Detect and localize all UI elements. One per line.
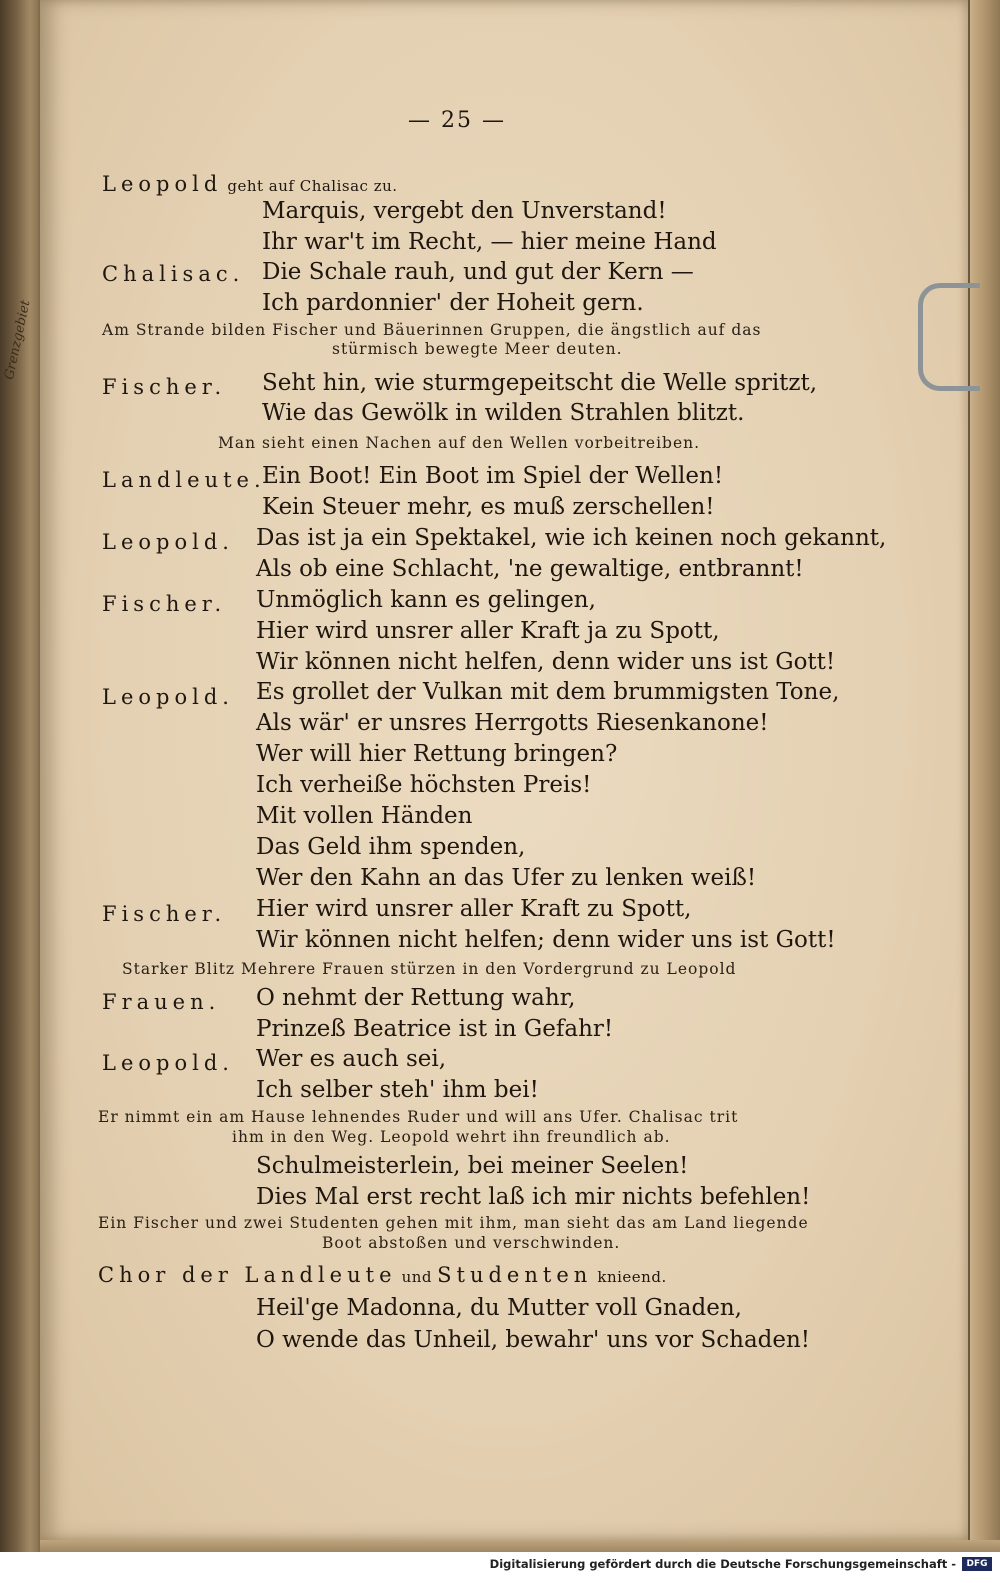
verse-line: Wer will hier Rettung bringen?: [256, 741, 618, 767]
page-number: — 25 —: [408, 108, 506, 133]
margin-annotation: Grenzgebiet: [2, 298, 34, 382]
speaker-name: Studenten: [437, 1263, 593, 1287]
speaker-name: Chalisac.: [102, 262, 245, 286]
verse-line: Ich pardonnier' der Hoheit gern.: [262, 290, 644, 316]
verse-line: Wir können nicht helfen, denn wider uns ist Gott!: [256, 649, 836, 675]
stage-direction: Am Strande bilden Fischer und Bäuerinnen Gruppen, die ängstlich auf das: [102, 321, 762, 339]
stage-direction: geht auf Chalisac zu.: [227, 177, 398, 195]
verse-line: Heil'ge Madonna, du Mutter voll Gnaden,: [256, 1295, 742, 1321]
speaker-name: Landleute.: [102, 468, 266, 492]
dfg-logo: DFG: [962, 1557, 992, 1571]
verse-line: Prinzeß Beatrice ist in Gefahr!: [256, 1016, 614, 1042]
speaker-name: Leopold.: [102, 685, 234, 709]
verse-line: Die Schale rauh, und gut der Kern —: [262, 259, 694, 285]
verse-line: Das Geld ihm spenden,: [256, 834, 526, 860]
stage-direction: Man sieht einen Nachen auf den Wellen vorbeitreiben.: [218, 434, 701, 452]
stage-direction: Ein Fischer und zwei Studenten gehen mit ihm, man sieht das am Land liegende: [98, 1214, 809, 1232]
stage-direction: und: [401, 1268, 433, 1286]
stage-direction: stürmisch bewegte Meer deuten.: [332, 340, 623, 358]
verse-line: Unmöglich kann es gelingen,: [256, 587, 596, 613]
verse-line: Wie das Gewölk in wilden Strahlen blitzt.: [262, 400, 745, 426]
stage-direction: Starker Blitz Mehrere Frauen stürzen in den Vordergrund zu Leopold: [122, 960, 737, 978]
verse-line: Hier wird unsrer aller Kraft zu Spott,: [256, 896, 692, 922]
verse-line: Marquis, vergebt den Unverstand!: [262, 198, 667, 224]
verse-line: Wer es auch sei,: [256, 1046, 447, 1072]
verse-line: Wer den Kahn an das Ufer zu lenken weiß!: [256, 865, 757, 891]
stage-direction: ihm in den Weg. Leopold wehrt ihn freundlich ab.: [232, 1128, 671, 1146]
stage-line: [102, 172, 398, 196]
verse-line: Wir können nicht helfen; denn wider uns ist Gott!: [256, 927, 836, 953]
verse-line: O wende das Unheil, bewahr' uns vor Schaden!: [256, 1327, 811, 1353]
stage-direction: Er nimmt ein am Hause lehnendes Ruder und will ans Ufer. Chalisac trit: [98, 1108, 739, 1126]
chorus-heading: [98, 1263, 667, 1287]
stage-direction: Boot abstoßen und verschwinden.: [322, 1234, 621, 1252]
speaker-name: Leopold.: [102, 530, 234, 554]
speaker-name: Chor der Landleute: [98, 1263, 397, 1287]
verse-line: Es grollet der Vulkan mit dem brummigsten Tone,: [256, 679, 840, 705]
speaker-name: Leopold: [102, 172, 223, 196]
speaker-name: Frauen.: [102, 990, 221, 1014]
verse-line: Kein Steuer mehr, es muß zerschellen!: [262, 494, 715, 520]
verse-line: Seht hin, wie sturmgepeitscht die Welle spritzt,: [262, 370, 818, 396]
verse-line: Als ob eine Schlacht, 'ne gewaltige, entbrannt!: [256, 556, 804, 582]
verse-line: Ich selber steh' ihm bei!: [256, 1077, 539, 1103]
verse-line: Hier wird unsrer aller Kraft ja zu Spott,: [256, 618, 720, 644]
verse-line: Das ist ja ein Spektakel, wie ich keinen noch gekannt,: [256, 525, 887, 551]
speaker-name: Fischer.: [102, 375, 227, 399]
stage-direction: knieend.: [597, 1268, 667, 1286]
verse-line: Als wär' er unsres Herrgotts Riesenkanone!: [256, 710, 769, 736]
speaker-name: Fischer.: [102, 592, 227, 616]
funding-credit: Digitalisierung gefördert durch die Deutsche Forschungsgemeinschaft -: [489, 1557, 956, 1571]
verse-line: Mit vollen Händen: [256, 803, 473, 829]
speaker-name: Fischer.: [102, 902, 227, 926]
verse-line: Ein Boot! Ein Boot im Spiel der Wellen!: [262, 463, 724, 489]
verse-line: Ich verheiße höchsten Preis!: [256, 772, 592, 798]
speaker-name: Leopold.: [102, 1051, 234, 1075]
verse-line: O nehmt der Rettung wahr,: [256, 985, 576, 1011]
verse-line: Schulmeisterlein, bei meiner Seelen!: [256, 1153, 689, 1179]
verse-line: Dies Mal erst recht laß ich mir nichts befehlen!: [256, 1184, 811, 1210]
verse-line: Ihr war't im Recht, — hier meine Hand: [262, 229, 717, 255]
